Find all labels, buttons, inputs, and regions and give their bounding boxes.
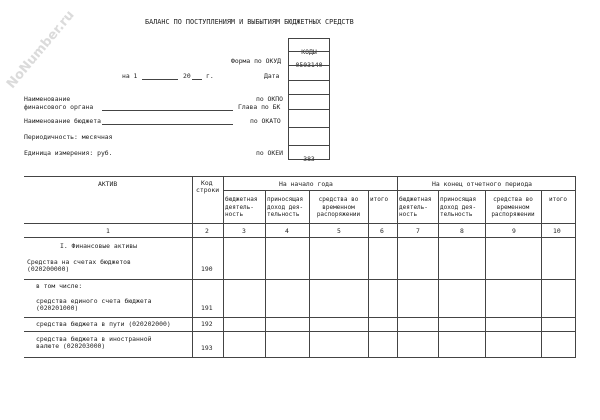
- col-header-code-1: Код: [201, 179, 213, 187]
- row-line-3: [24, 331, 576, 332]
- col-header-asset: АКТИВ: [98, 180, 118, 188]
- okato-label: по ОКАТО: [250, 117, 281, 125]
- table-nums-bottom: [24, 237, 576, 238]
- watermark-text: NoNumber.ru: [4, 7, 78, 92]
- row-192-code: 192: [201, 320, 213, 328]
- subheader-total-end: итого: [548, 196, 568, 203]
- okud-code-value: 0503140: [295, 61, 323, 69]
- okud-label: Форма по ОКУД: [231, 57, 282, 65]
- col-num-7: 7: [416, 227, 420, 235]
- okato-code-cell[interactable]: [288, 109, 330, 128]
- table-top-border: [24, 176, 576, 177]
- date-label: Дата: [264, 72, 280, 80]
- date-year-prefix: 20: [183, 72, 191, 80]
- budget-label: Наименование бюджета: [24, 117, 101, 125]
- col-sep-3: [265, 190, 266, 358]
- col-sep-5: [368, 190, 369, 358]
- codes-header-cell: [288, 38, 330, 56]
- col-num-9: 9: [512, 227, 516, 235]
- col-num-4: 4: [285, 227, 289, 235]
- row-191-text-2: (020201000): [36, 304, 79, 312]
- subheader-temp-start: средства во временном распоряжении: [316, 196, 361, 218]
- row-191-code: 191: [201, 304, 213, 312]
- date-day-field[interactable]: [142, 79, 178, 80]
- col-num-6: 6: [380, 227, 384, 235]
- period-label: Периодичность: месячная: [24, 133, 113, 141]
- date-suffix: г.: [206, 72, 214, 80]
- bk-code-cell[interactable]: [288, 94, 330, 110]
- col-sep-9: [541, 190, 542, 358]
- budget-field[interactable]: [102, 124, 233, 125]
- date-year-field[interactable]: [192, 79, 202, 80]
- subheader-budget-start: бюджетная деятель- ность: [225, 196, 258, 218]
- subheader-income-end: приносящая доход дея- тельность: [440, 196, 477, 218]
- unit-label: Единица измерения: руб.: [24, 149, 113, 157]
- row-including-label: в том числе:: [36, 282, 83, 290]
- period-code-cell[interactable]: [288, 127, 330, 146]
- col-num-3: 3: [242, 227, 246, 235]
- row-line-2: [24, 317, 576, 318]
- subheader-income-start: приносящая доход дея- тельность: [267, 196, 304, 218]
- row-section-title: I. Финансовые активы: [60, 242, 137, 250]
- codes-header-label: КОДЫ: [301, 48, 317, 56]
- row-192-text-1: средства бюджета в пути (020202000): [36, 320, 171, 328]
- group-header-start: На начало года: [279, 180, 333, 188]
- subheader-temp-end: средства во временном распоряжении: [491, 196, 535, 218]
- table-subheader-line: [223, 190, 576, 191]
- subheader-budget-end: бюджетная деятель- ность: [399, 196, 432, 218]
- row-190-text-1: Средства на счетах бюджетов: [27, 258, 131, 266]
- row-193-code: 193: [201, 344, 213, 352]
- col-num-1: 1: [106, 227, 110, 235]
- page-title: БАЛАНС ПО ПОСТУПЛЕНИЯМ И ВЫБЫТИЯМ БЮДЖЕТНЫХ СРЕДСТВ: [145, 18, 354, 26]
- okud-code-cell[interactable]: [288, 51, 330, 69]
- okpo-code-cell[interactable]: [288, 80, 330, 95]
- col-num-5: 5: [337, 227, 341, 235]
- row-190-code: 190: [201, 265, 213, 273]
- okei-label: по ОКЕИ: [256, 149, 283, 157]
- col-num-10: 10: [553, 227, 561, 235]
- col-num-2: 2: [205, 227, 209, 235]
- row-190-text-2: (020200000): [27, 265, 70, 273]
- date-code-cell[interactable]: [288, 65, 330, 81]
- group-header-end: На конец отчетного периода: [432, 180, 533, 188]
- fin-org-label-1: Наименование: [24, 95, 71, 103]
- table-bottom-border: [24, 357, 576, 358]
- row-line-1: [24, 279, 576, 280]
- row-191-text-1: средства единого счета бюджета: [36, 297, 152, 305]
- bk-label: Глава по БК: [238, 103, 281, 111]
- row-193-text-1: средства бюджета в иностранной: [36, 335, 152, 343]
- okei-code-cell[interactable]: [288, 145, 330, 163]
- row-193-text-2: валюте (020203000): [36, 342, 106, 350]
- col-num-8: 8: [460, 227, 464, 235]
- table-header-bottom: [24, 223, 576, 224]
- okpo-label: по ОКПО: [256, 95, 283, 103]
- fin-org-label-2: финансового органа: [24, 103, 94, 111]
- date-prefix: на 1: [122, 72, 138, 80]
- fin-org-field[interactable]: [102, 110, 233, 111]
- col-header-code-2: строки: [196, 186, 220, 194]
- okei-code-value: 383: [303, 155, 315, 163]
- subheader-total-start: итого: [370, 196, 389, 203]
- col-sep-7: [438, 190, 439, 358]
